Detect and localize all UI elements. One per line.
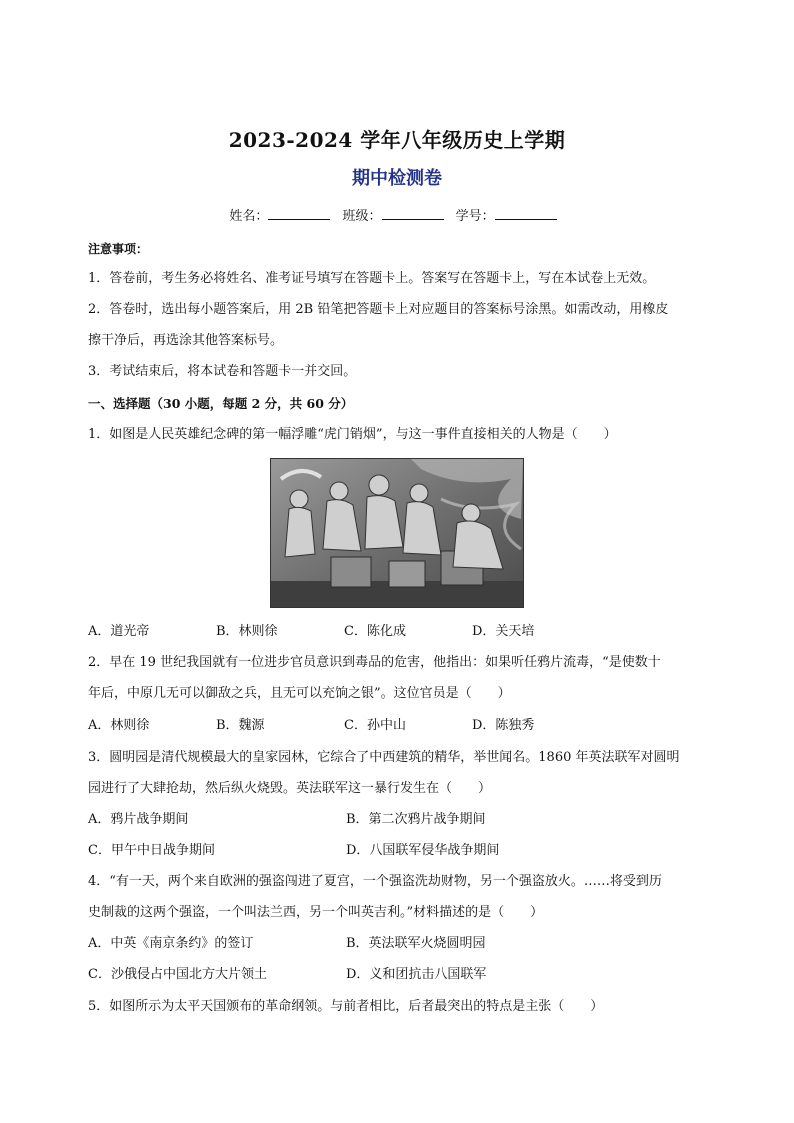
class-blank[interactable] [382, 206, 444, 220]
exam-subtitle: 期中检测卷 [352, 168, 442, 189]
option-c[interactable]: C．沙俄侵占中国北方大片领土 [88, 967, 267, 982]
question-2-stem: 年后，中原几无可以御敌之兵，且无可以充饷之银”。这位官员是（ ） [88, 686, 511, 701]
exam-title: 2023-2024 学年八年级历史上学期 [228, 128, 566, 152]
notes-title: 注意事项： [88, 242, 149, 256]
option-b[interactable]: B．第二次鸦片战争期间 [346, 812, 486, 827]
section-title: 一、选择题（30 小题，每题 2 分，共 60 分） [88, 396, 354, 411]
question-4-stem: 4．“有一天，两个来自欧洲的强盗闯进了夏宫，一个强盗洗劫财物，另一个强盗放火。……将受到历 [88, 874, 662, 889]
question-3-stem: 园进行了大肆抢劫，然后纵火烧毁。英法联军这一暴行发生在（ ） [88, 781, 492, 796]
question-3-options [88, 841, 604, 861]
question-3-options [88, 810, 604, 830]
option-d[interactable]: D．义和团抗击八国联军 [346, 967, 487, 982]
option-b[interactable]: B．魏源 [216, 718, 265, 733]
option-d[interactable]: D．关天培 [472, 624, 535, 639]
option-d[interactable]: D．陈独秀 [472, 718, 535, 733]
option-d[interactable]: D．八国联军侵华战争期间 [346, 843, 500, 858]
question-1-options [88, 622, 600, 642]
class-label: 班级： [342, 209, 382, 224]
name-blank[interactable] [268, 206, 330, 220]
option-c[interactable]: C．陈化成 [344, 624, 406, 639]
question-1-stem: 1．如图是人民英雄纪念碑的第一幅浮雕“虎门销烟”，与这一事件直接相关的人物是（ ） [88, 427, 617, 442]
option-a[interactable]: A．林则徐 [88, 718, 150, 733]
note-item: 擦干净后，再选涂其他答案标号。 [88, 333, 284, 348]
option-b[interactable]: B．林则徐 [216, 624, 278, 639]
question-5-stem: 5．如图所示为太平天国颁布的革命纲领。与前者相比，后者最突出的特点是主张（ ） [88, 999, 604, 1014]
student-info-line [0, 205, 794, 224]
question-4-options [88, 934, 604, 954]
option-a[interactable]: A．中英《南京条约》的签订 [88, 936, 254, 951]
option-c[interactable]: C．孙中山 [344, 718, 406, 733]
id-blank[interactable] [495, 206, 557, 220]
option-c[interactable]: C．甲午中日战争期间 [88, 843, 215, 858]
option-a[interactable]: A．道光帝 [88, 624, 150, 639]
question-3-stem: 3．圆明园是清代规模最大的皇家园林，它综合了中西建筑的精华，举世闻名。1860 年英法联军对圆明 [88, 750, 680, 765]
question-2-stem: 2．早在 19 世纪我国就有一位进步官员意识到毒品的危害，他指出：如果听任鸦片流毒，“是使数十 [88, 655, 661, 670]
note-item: 1．答卷前，考生务必将姓名、准考证号填写在答题卡上。答案写在答题卡上，写在本试卷上无效。 [88, 271, 656, 286]
option-b[interactable]: B．英法联军火烧圆明园 [346, 936, 486, 951]
relief-sculpture-illustration [271, 459, 523, 607]
question-4-stem: 史制裁的这两个强盗，一个叫法兰西，另一个叫英吉利。”材料描述的是（ ） [88, 905, 544, 920]
option-a[interactable]: A．鸦片战争期间 [88, 812, 189, 827]
note-item: 3．考试结束后，将本试卷和答题卡一并交回。 [88, 364, 357, 379]
question-2-options [88, 716, 600, 736]
relief-image [270, 458, 524, 608]
note-item: 2．答卷时，选出每小题答案后，用 2B 铅笔把答题卡上对应题目的答案标号涂黑。如需改动，用橡皮 [88, 302, 669, 317]
id-label: 学号： [455, 209, 495, 224]
name-label: 姓名： [229, 209, 269, 224]
question-4-options [88, 965, 604, 985]
